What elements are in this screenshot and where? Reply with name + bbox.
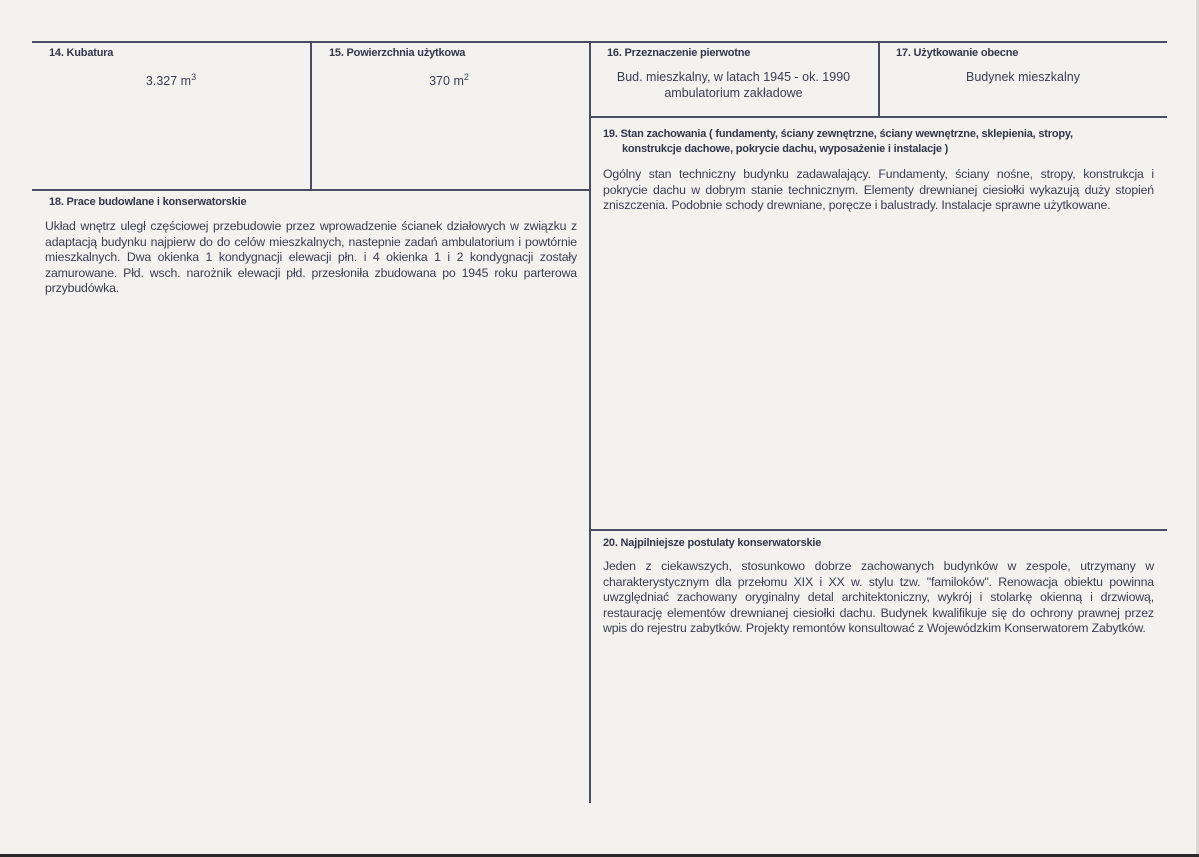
powierzchnia-label: 15. Powierzchnia użytkowa: [329, 47, 466, 59]
stan-label-line1: 19. Stan zachowania ( fundamenty, ściany zewnętrzne, ściany wewnętrzne, sklepienia, stropy,: [603, 128, 1073, 140]
postulaty-label: 20. Najpilniejsze postulaty konserwatorskie: [603, 537, 822, 549]
kubatura-unit-exponent: 3: [191, 72, 197, 82]
center-divider: [589, 41, 591, 803]
uzytkowanie-value: Budynek mieszkalny: [966, 70, 1080, 84]
divider-14-18: [32, 189, 591, 191]
top-border: [32, 41, 1167, 43]
divider-14-15: [310, 41, 312, 190]
powierzchnia-value-text: 370 m: [429, 74, 464, 89]
powierzchnia-value: [318, 69, 580, 89]
postulaty-text: Jeden z ciekawszych, stosunkowo dobrze zachowanych budynków w zespole, utrzymany w charakterystycznym dla przełomu XIX i XX w. stylu tzw. "familoków". Renowacja obiektu powinna uwzględniać zachowany oryginalny detal architektoniczny, wykrój i stolarkę okienną i drzwiową, restaurację elementów drewnianej ciesiołki dachu. Budynek kwalifikuje się do ochrony prawnej przez wpis do rejestru zabytków. Projekty remontów konsultować z Wojewódzkim Konserwatorem Zabytków.: [603, 559, 1154, 635]
prace-label: 18. Prace budowlane i konserwatorskie: [49, 196, 247, 208]
kubatura-label: 14. Kubatura: [49, 47, 114, 59]
divider-19-20: [589, 529, 1167, 531]
stan-text: Ogólny stan techniczny budynku zadawalający. Fundamenty, ściany nośne, stropy, konstrukcja i pokrycie dachu w dobrym stanie technicznym. Elementy drewnianej ciesiołki wykazują duży stopień zniszczenia. Podobnie schody drewniane, poręcze i balustrady. Instalacje sprawne użytkowane.: [603, 167, 1154, 212]
stan-label-line2: konstrukcje dachowe, pokrycie dachu, wyposażenie i instalacje ): [622, 143, 949, 155]
przeznaczenie-value: [596, 69, 871, 101]
kubatura-value-text: 3.327 m: [145, 74, 192, 89]
uzytkowanie-label: 17. Użytkowanie obecne: [896, 47, 1019, 59]
powierzchnia-unit-exponent: 2: [463, 72, 469, 82]
przeznaczenie-label: 16. Przeznaczenie pierwotne: [607, 47, 751, 59]
divider-16-17: [878, 41, 880, 117]
kubatura-value: [40, 69, 302, 89]
przeznaczenie-value-line2: ambulatorium zakładowe: [664, 86, 803, 100]
prace-text: Układ wnętrz uległ częściowej przebudowie przez wprowadzenie ścianek działowych w związku z adaptacją budynku najpierw do do celów mieszkalnych, nastepnie zadań ambulatorium i powtórnie mieszkalnych. Dwa okienka 1 kondygnacji elewacji płn. i 4 okienka 1 i 2 kondygnacji zostały zamurowane. Płd. wsch. narożnik elewacji płd. przesłoniła zbudowana po 1945 roku parterowa przybudówka.: [45, 219, 577, 295]
divider-16-19: [589, 116, 1167, 118]
przeznaczenie-value-line1: Bud. mieszkalny, w latach 1945 - ok. 1990: [616, 70, 851, 84]
